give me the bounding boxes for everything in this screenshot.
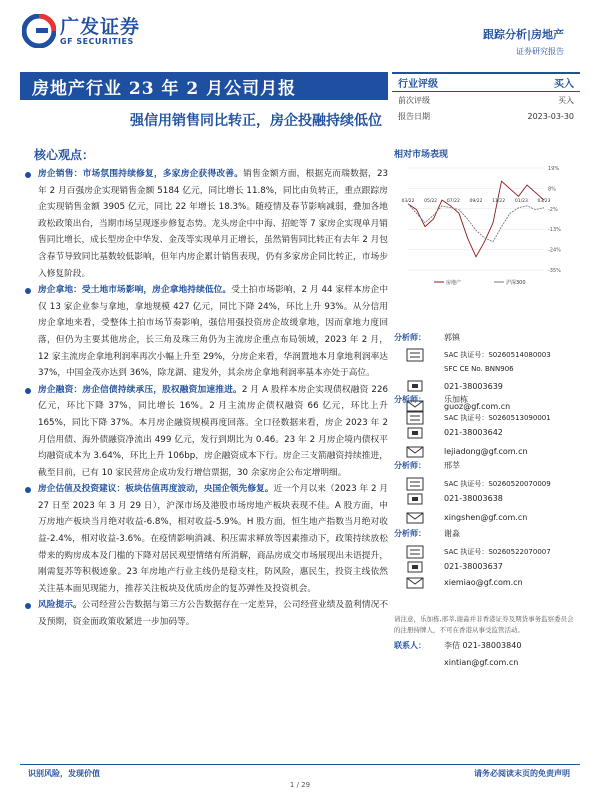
paragraph-lead: 风险提示。 [38,600,82,611]
footer-slogan: 识别风险，发现价值 [28,769,100,778]
prev-rating-label: 前次评级 [398,95,430,105]
analyst-name: 邢莘 [444,461,460,470]
analyst-block [394,394,580,464]
prev-rating-row [392,92,580,108]
person-card-icon [406,477,424,491]
paragraph-risk [24,597,388,630]
phone-icon [406,560,424,574]
y-tick-label: -13% [548,227,561,234]
analyst-name: 乐加栋 [444,395,468,404]
email-icon [406,445,424,459]
logo-en: GF SECURITIES [60,36,134,46]
paragraph-lead: 房企融资：房企信债持续承压，股权融资加速推进。 [38,384,242,395]
rating-header-label: 行业评级 [398,79,438,90]
rating-box [392,72,580,124]
analyst-phone: 021-38003638 [444,494,503,503]
bullet-icon [25,388,31,394]
analyst-email[interactable]: xiemiao@gf.com.cn [444,578,523,587]
x-tick-label: 03/22 [401,198,415,204]
contact-label: 联系人： [394,641,426,650]
paragraph-text: 2 月 A 股样本房企实现债权融资 226 亿元，环比下降 37%，同比增长 16%。2 月主流房企债权融资 66 亿元，环比上升 165%，同比下降 37%。本月房企融资规模再度回落。全口径数据来看，房企 2023 年 2 月信用债、海外债融资净流出 499 亿元，发行到期比为 0.46。23 年 2 月房企境内债权平均融资成本为 3.64%，环比上升 106bp，房企融资成本下行。房企三支箭融资持续推进，截至目前，已有 10 家民营房企成功发行增信票据，30 余家房企公布定增明细。 [38,384,388,478]
y-tick-label: -24% [548,247,561,254]
paragraph-sales [24,166,388,282]
paragraph-text: 公司经营公告数据与第三方公告数据存在一定差异，公司经营业绩及盈利情况不及预期，资金面政策收紧进一步加码等。 [38,600,389,628]
contact-block [394,640,580,680]
analyst-label: 分析师： [394,333,426,342]
analyst-email[interactable]: xingshen@gf.com.cn [444,513,528,522]
x-tick-label: 03/23 [537,198,551,204]
analyst-label: 分析师： [394,529,426,538]
y-tick-label: -2% [548,206,558,213]
analyst-label: 分析师： [394,395,426,404]
paragraph-text: 近一个月以来（2023 年 2 月 27 日至 2023 年 3 月 29 日），沪深市场及港股市场房地产板块表现不佳。A 股方面，申万房地产板块当月绝对收益-6.8%，相对收益-5.9%。H 股方面，恒生地产指数当月绝对收益-2.4%，相对收益-3.6%。在疫情影响消减、积压需求释放等因素推动下，政策持续放松带来的购房成本及门槛的下降对居民观望情绪有所消解，商品房成交市场展现出未语提升，刚需复苏等积极迹象。23 年房地产行业主线仍是稳支柱，防风险，惠民生，投资主线依然关注基本面见现能力，推荐关注板块及优质房企的复苏弹性及投资机会。 [38,484,389,594]
x-tick-label: 07/22 [446,198,460,204]
analyst-sfc: SFC CE No. BNN906 [444,365,514,373]
series-line [408,204,544,242]
email-icon [406,511,424,525]
analyst-name: 谢淼 [444,529,460,538]
legend-label: 房地产 [446,280,462,286]
legend-label: 沪深300 [506,280,526,286]
core-views-heading: 核心观点： [34,148,95,162]
page-header [0,0,600,70]
phone-icon [406,492,424,506]
paragraph-lead: 房企销售：市场氛围持续修复，多家房企获得改善。 [38,169,244,179]
page-number: 1 / 29 [289,781,311,789]
chart-title: 相对市场表现 [394,150,449,160]
y-tick-label: 8% [548,186,556,193]
footer-disclaimer: 请务必阅读末页的免责声明 [474,769,570,778]
analyst-sac: SAC 执证号：S0260522070007 [444,548,551,556]
relative-performance-chart [394,160,580,290]
bullet-icon [25,172,31,178]
x-tick-label: 05/22 [424,198,438,204]
phone-icon [406,426,424,440]
date-row [392,108,580,124]
analyst-name: 郭镇 [444,333,460,342]
person-card-icon [406,411,424,425]
report-sub: 证券研究报告 [516,47,564,56]
person-card-icon [406,348,424,362]
contact-line: 李佶 021-38003840 [444,641,522,650]
x-tick-label: 11/22 [492,198,506,204]
analyst-phone: 021-38003637 [444,562,503,571]
analyst-sac: SAC 执证号：S0260514080003 [444,351,551,359]
date-value: 2023-03-30 [527,111,574,121]
analyst-label: 分析师： [394,461,426,470]
analyst-sac: SAC 执证号：S0260520070009 [444,480,551,488]
paragraph-lead: 房企估值及投资建议：板块估值再度波动，央国企领先修复。 [38,484,274,495]
person-card-icon [406,545,424,559]
phone-icon [406,379,424,393]
paragraph-financing [24,382,388,482]
core-views-body [24,166,388,631]
prev-rating-value: 买入 [558,95,574,105]
company-logo [22,14,140,48]
analyst-phone: 021-38003639 [444,382,503,391]
gf-logo-icon [22,14,56,48]
bullet-icon [25,487,31,493]
rating-header [392,72,580,92]
footer-divider [20,764,580,765]
y-tick-label: 19% [548,166,560,172]
date-label: 报告日期 [398,111,430,121]
paragraph-lead: 房企拿地：受土地市场影响，房企拿地持续低位。 [38,285,232,296]
report-title: 房地产行业 23 年 2 月公司月报 [32,79,297,99]
report-type: 跟踪分析|房地产 [482,28,564,41]
series-line [408,181,544,257]
analyst-email[interactable]: lejiadong@gf.com.cn [444,447,528,456]
analyst-sac: SAC 执证号：S0260513090001 [444,414,551,422]
license-note: 请注意，乐加栋,邢莘,谢淼并非香港证券及期货事务监察委员会的注册持牌人，不可在香港从事受监管活动。 [394,615,574,634]
contact-email[interactable]: xintian@gf.com.cn [444,658,519,667]
y-tick-label: -35% [548,268,561,274]
bullet-icon [25,288,31,294]
logo-cn: 广发证券 [60,15,141,38]
x-tick-label: 01/23 [514,198,528,204]
paragraph-valuation [24,481,388,597]
paragraph-text: 受土拍市场影响，2 月 44 家样本房企中仅 13 家企业参与拿地，拿地规模 427 亿元，同比下降 24%，环比上升 93%。从分信用房企拿地来看，受整体土拍市场节奏影响，强信用强投资房企故缓拿地，因而拿地力度回落，但仍为主要其他房企，长三角及珠三角仍为主流房企重点布局领域，2023 年 2 月，12 家主流房企拿地利润率再次小幅上升至 29%，分房企来看，华润置地本月拿地利润率达 37%，中国金茂亦达到 36%，除龙湖、建发外，其余房企拿地利润率基本亦处于高位。 [38,285,389,379]
report-subtitle: 强信用销售同比转正，房企投融持续低位 [130,113,382,129]
x-tick-label: 09/22 [469,198,483,204]
analyst-email[interactable]: guoz@gf.com.cn [444,402,511,411]
paragraph-text: 销售金额方面，根据克而瑞数据，23 年 2 月百强房企实现销售金额 5184 亿元，同比增长 11.8%，同比由负转正，重点跟踪房企实现销售金额 3905 亿元，同比 22 年增长 18.3%。随疫情及春节影响减弱，叠加各地政松政策出台，当期市场呈现逐步修复态势。龙头房企中中海、招蛇等 7 家房企实现单月销售同比增长，成长型房企中华发、金茂等实现单月正增长，虽然销售同比转正有去年 2 月包含春节导致同比基数较低影响，但年内房企累计销售表现，仍有多家房企同比转正，市场步入修复阶段。 [38,169,389,279]
analyst-block [394,528,580,598]
analyst-phone: 021-38003642 [444,428,503,437]
rating-header-value: 买入 [554,79,574,90]
bullet-icon [25,603,31,609]
analyst-block [394,460,580,530]
paragraph-land [24,282,388,382]
email-icon [406,576,424,590]
